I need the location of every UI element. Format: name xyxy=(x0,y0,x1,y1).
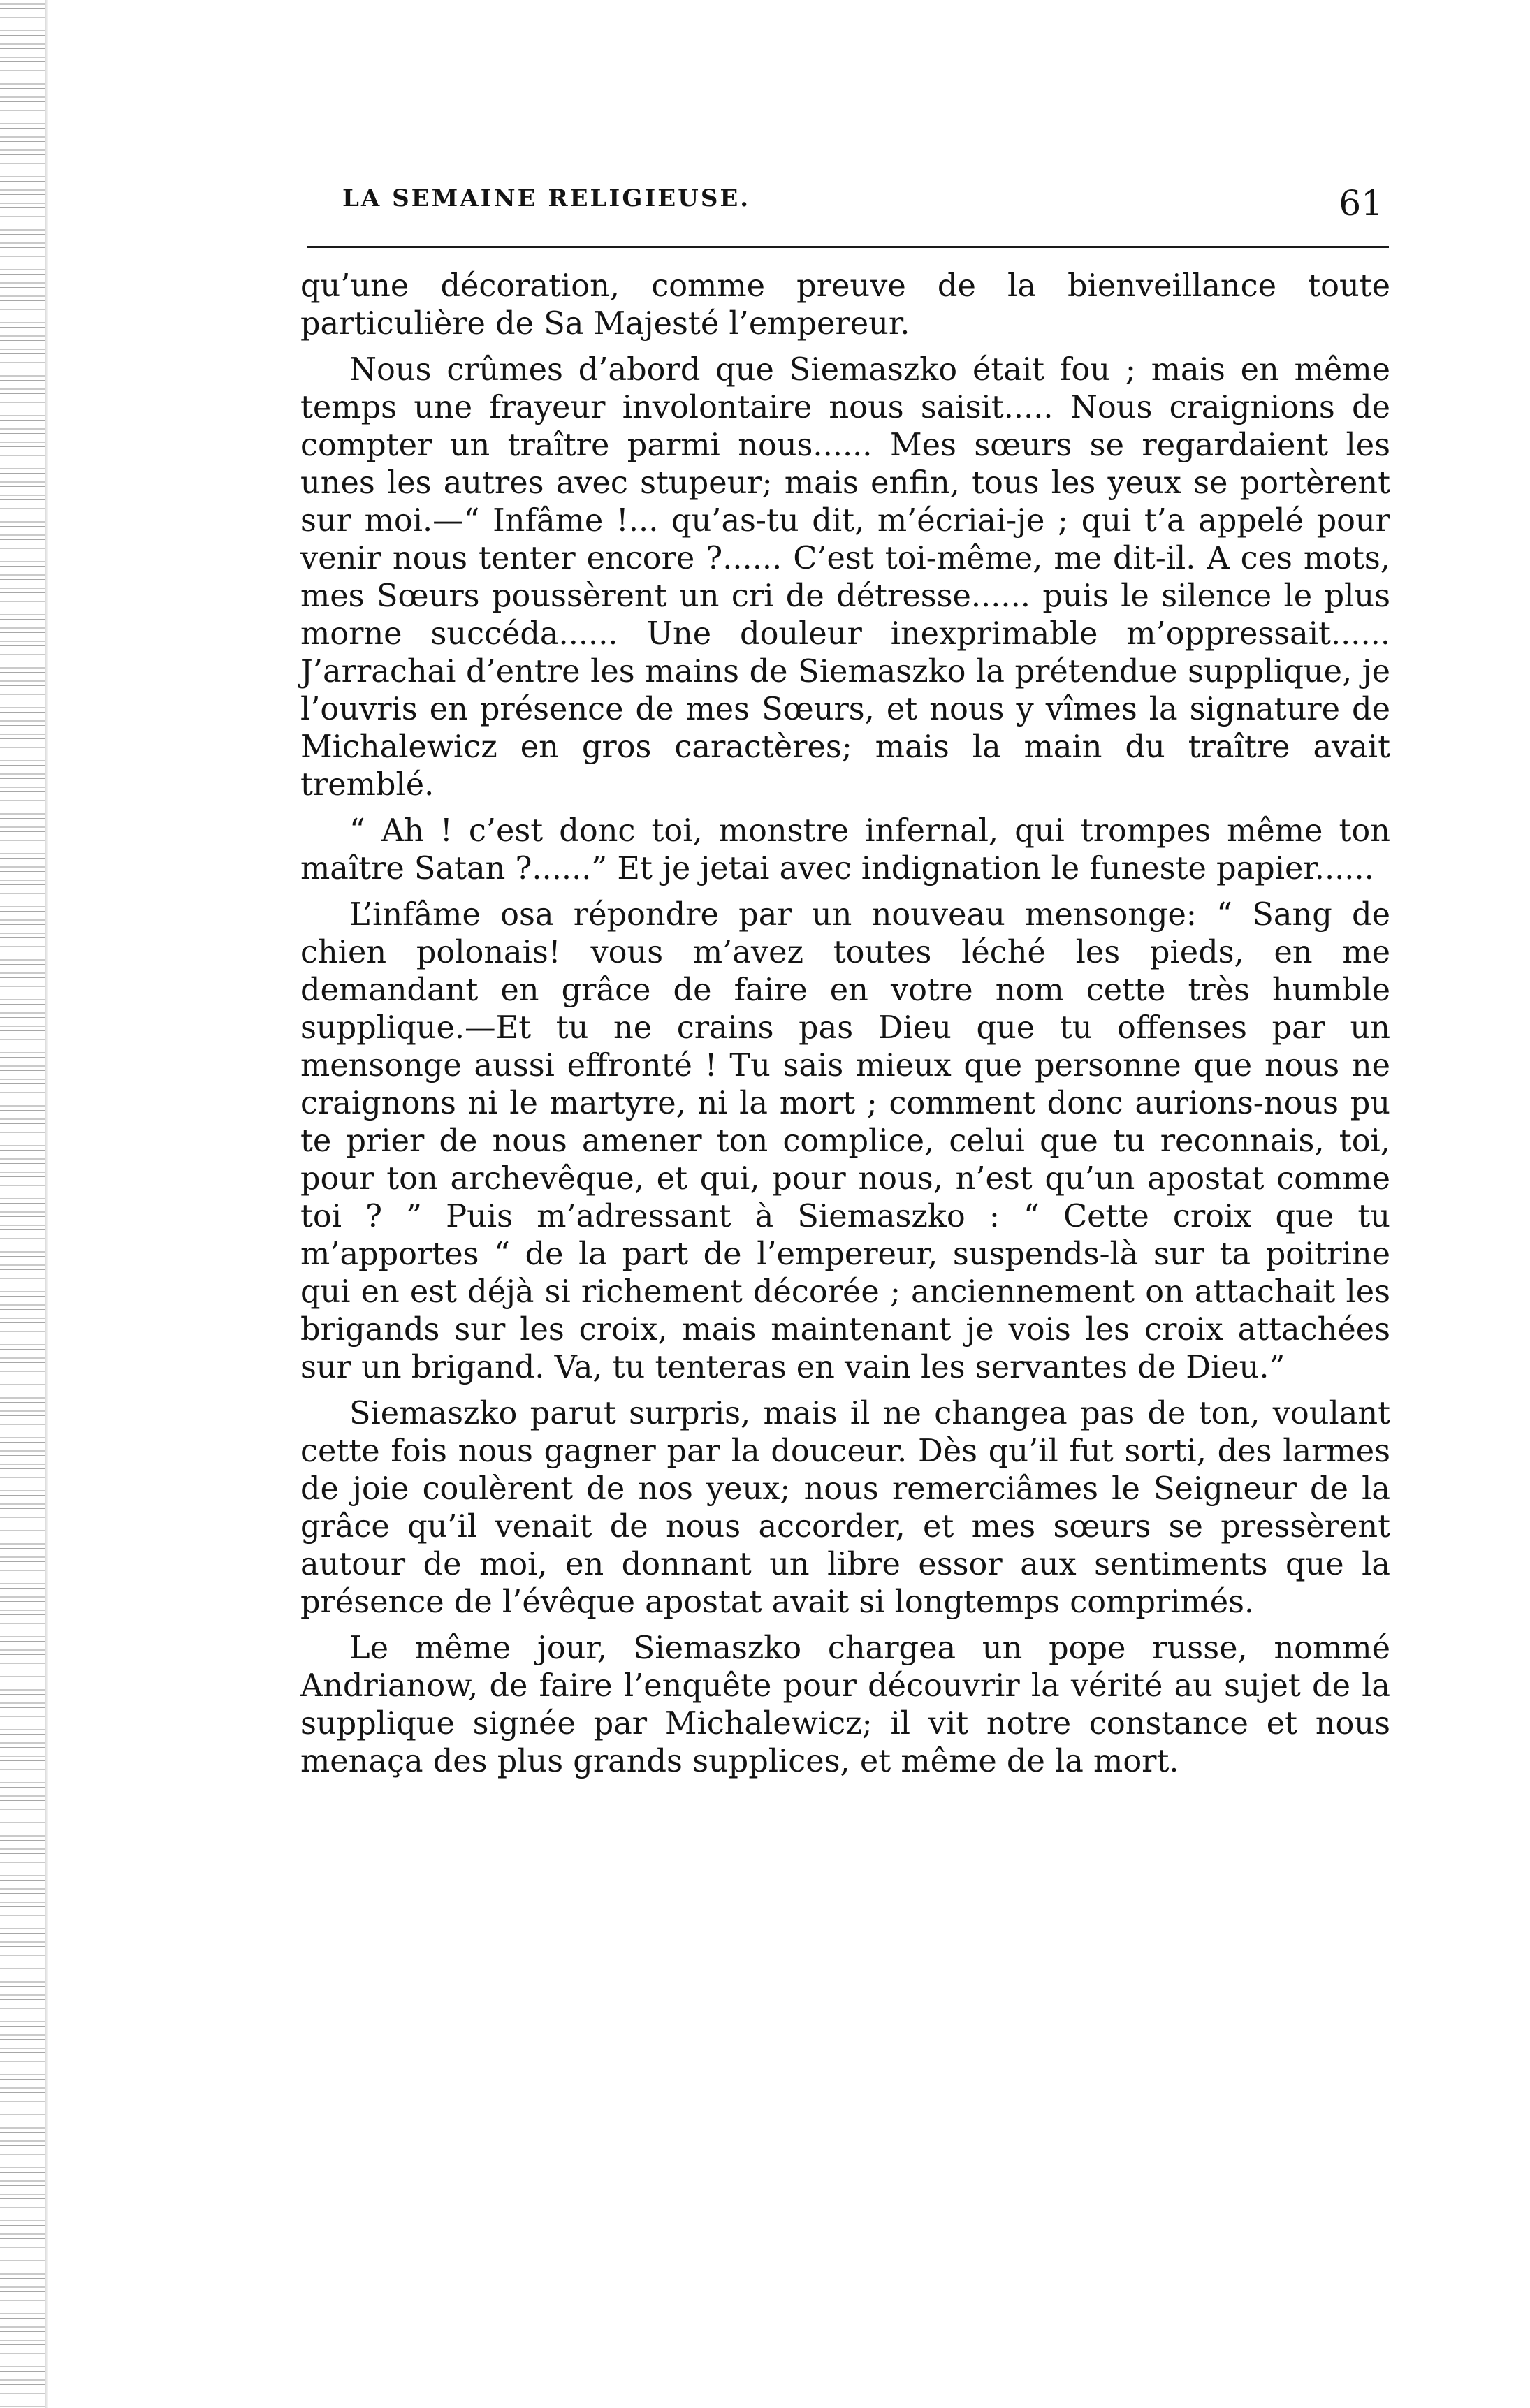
paragraph: “ Ah ! c’est donc toi, monstre infernal, qui trompes même ton maître Satan ?......” Et je jetai avec indignation le funeste papier...... xyxy=(300,812,1390,886)
paragraph: L’infâme osa répondre par un nouveau mensonge: “ Sang de chien polonais! vous m’avez toutes léché les pieds, en me demandant en grâce de faire en votre nom cette très humble supplique.—Et tu ne crains pas Dieu que tu offenses par un mensonge aussi effronté ! Tu sais mieux que personne que nous ne craignons ni le martyre, ni la mort ; comment donc aurions-nous pu te prier de nous amener ton complice, celui que tu reconnais, toi, pour ton archevêque, et qui, pour nous, n’est qu’un apostat comme toi ? ” Puis m’adressant à Siemaszko : “ Cette croix que tu m’apportes “ de la part de l’empereur, suspends-là sur ta poitrine qui en est déjà si richement décorée ; anciennement on attachait les brigands sur les croix, mais maintenant je vois les croix attachées sur un brigand. Va, tu tenteras en vain les servantes de Dieu.” xyxy=(300,896,1390,1385)
paragraph: Nous crûmes d’abord que Siemaszko était fou ; mais en même temps une frayeur involontaire nous saisit..... Nous craignions de compter un traître parmi nous...... Mes sœurs se regardaient les unes les autres avec stupeur; mais enfin, tous les yeux se portèrent sur moi.—“ Infâme !... qu’as-tu dit, m’écriai-je ; qui t’a appelé pour venir nous tenter encore ?...... C’est toi-même, me dit-il. A ces mots, mes Sœurs poussèrent un cri de détresse...... puis le silence le plus morne succéda...... Une douleur inexprimable m’oppressait...... J’arrachai d’entre les mains de Siemaszko la prétendue supplique, je l’ouvris en présence de mes Sœurs, et nous y vîmes la signature de Michalewicz en gros caractères; mais la main du traître avait tremblé. xyxy=(300,351,1390,803)
scan-binding-shadow xyxy=(45,0,48,2408)
paragraph-continuation: qu’une décoration, comme preuve de la bienveillance toute particulière de Sa Majesté l’empereur. xyxy=(300,268,1390,342)
page-number: 61 xyxy=(1339,183,1383,224)
running-title: LA SEMAINE RELIGIEUSE. xyxy=(342,184,751,212)
header-rule xyxy=(307,246,1389,248)
paragraph: Le même jour, Siemaszko chargea un pope russe, nommé Andrianow, de faire l’enquête pour découvrir la vérité au sujet de la supplique signée par Michalewicz; il vit notre constance et nous menaça des plus grands supplices, et même de la mort. xyxy=(300,1630,1390,1779)
page-body xyxy=(300,267,1390,1780)
page-header xyxy=(307,183,1383,225)
paragraph: Siemaszko parut surpris, mais il ne changea pas de ton, voulant cette fois nous gagner par la douceur. Dès qu’il fut sorti, des larmes de joie coulèrent de nos yeux; nous remerciâmes le Seigneur de la grâce qu’il venait de nous accorder, et mes sœurs se pressèrent autour de moi, en donnant un libre essor aux sentiments que la présence de l’évêque apostat avait si longtemps comprimés. xyxy=(300,1395,1390,1620)
scan-binding-edge xyxy=(0,0,45,2408)
